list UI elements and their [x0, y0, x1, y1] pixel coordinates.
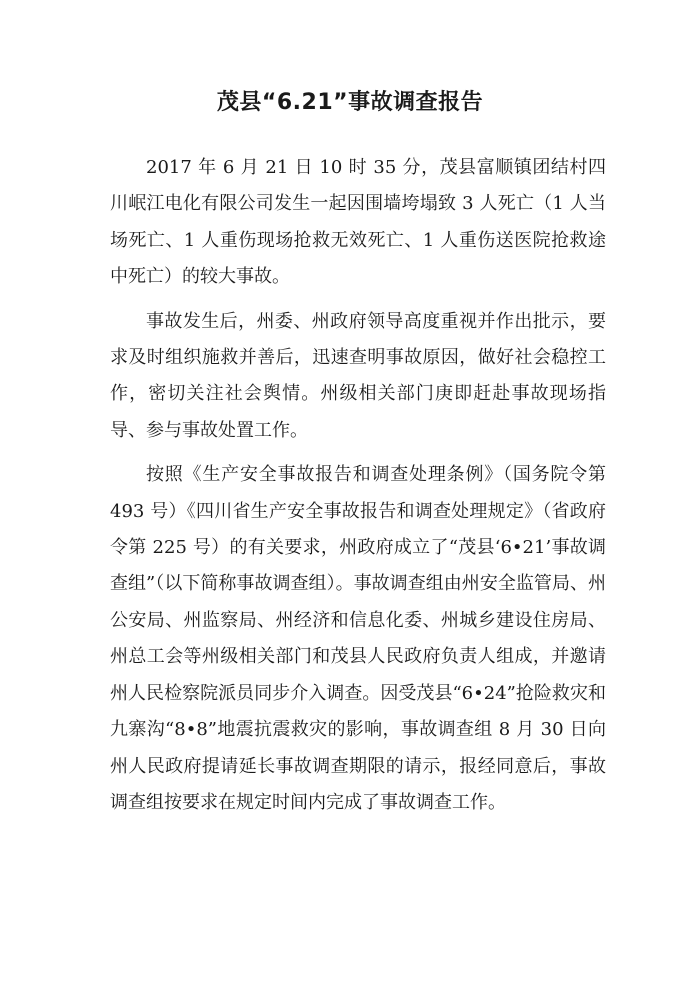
- paragraph-response: 事故发生后，州委、州政府领导高度重视并作出批示，要求及时组织施救并善后，迅速查明事故原因，做好社会稳控工作，密切关注社会舆情。州级相关部门庚即赶赴事故现场指导、参与事故处置工作。: [110, 310, 606, 441]
- document-body: [110, 150, 606, 829]
- paragraph-investigation: 按照《生产安全事故报告和调查处理条例》（国务院令第 493 号）《四川省生产安全事故报告和调查处理规定》（省政府令第 225 号）的有关要求，州政府成立了“茂县‘6•21’事故调查组”（以下简称事故调查组）。事故调查组由州安全监管局、州公安局、州监察局、州经济和信息化委、州城乡建设住房局、州总工会等州级相关部门和茂县人民政府负责人组成，并邀请州人民检察院派员同步介入调查。因受茂县“6•24”抢险救灾和九寨沟“8•8”地震抗震救灾的影响，事故调查组 8 月 30 日向州人民政府提请延长事故调查期限的请示，报经同意后，事故调查组按要求在规定时间内完成了事故调查工作。: [110, 464, 606, 813]
- paragraph-incident-summary: 2017 年 6 月 21 日 10 时 35 分，茂县富顺镇团结村四川岷江电化有限公司发生一起因围墙垮塌致 3 人死亡（1 人当场死亡、1 人重伤现场抢救无效死亡、1 人重伤送医院抢救途中死亡）的较大事故。: [110, 157, 606, 288]
- document-title: 茂县“6.21”事故调查报告: [216, 90, 484, 115]
